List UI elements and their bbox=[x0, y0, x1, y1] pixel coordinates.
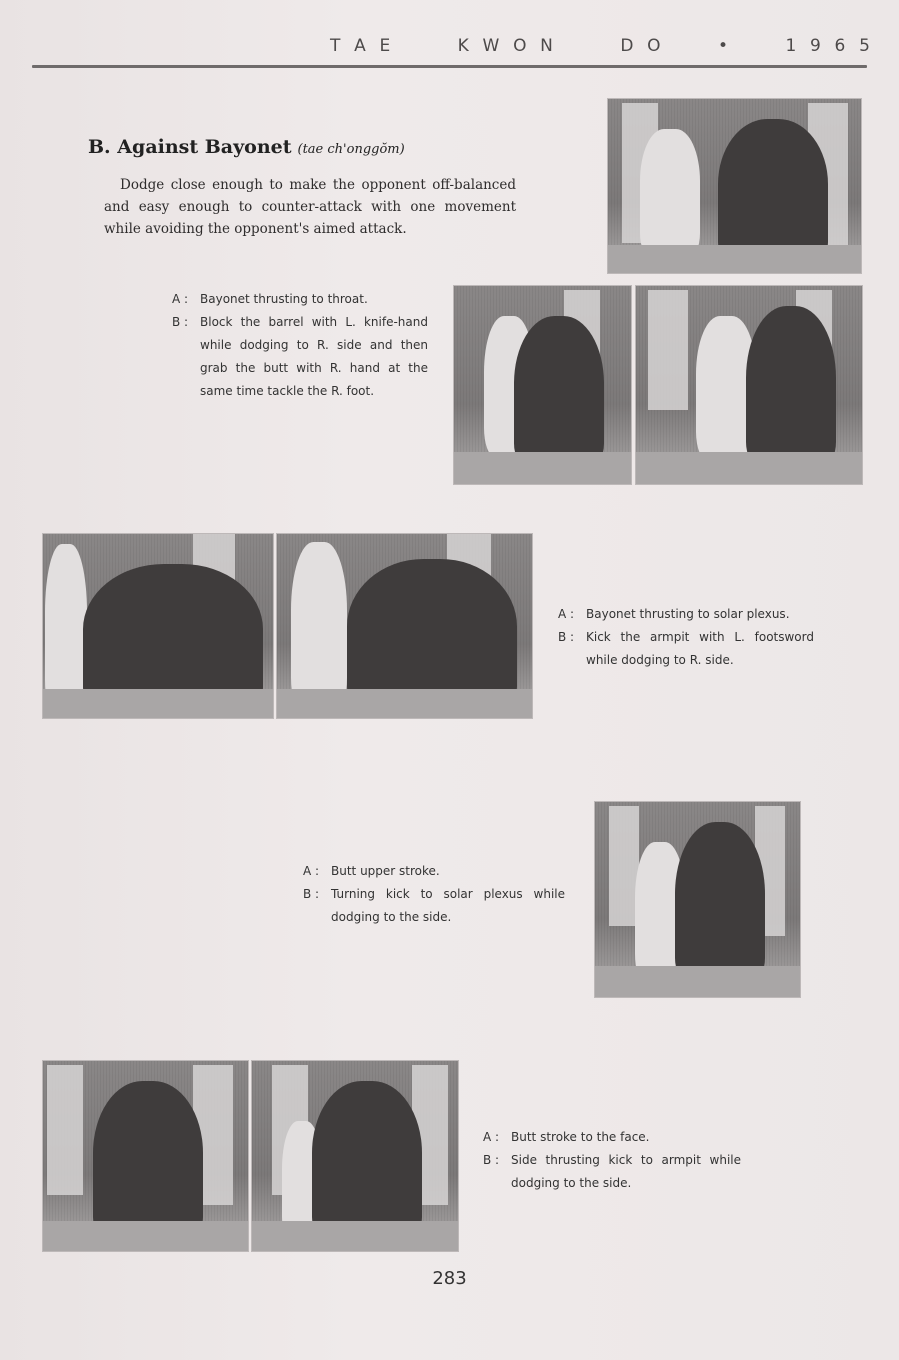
caption-key-a: A : bbox=[558, 607, 575, 621]
photo-intro bbox=[607, 98, 862, 274]
running-head-letter: D bbox=[620, 36, 634, 56]
caption-text-a: Butt stroke to the face. bbox=[511, 1130, 650, 1144]
running-head-letter: A bbox=[354, 36, 366, 56]
photo-4b bbox=[251, 1060, 459, 1252]
caption-text-a: Bayonet thrusting to solar plexus. bbox=[586, 607, 790, 621]
intro-paragraph: Dodge close enough to make the opponent off-balanced and easy enough to counter-attack with one movement while avoiding the opponent's aimed attack. bbox=[104, 177, 516, 237]
caption-text-a: Bayonet thrusting to throat. bbox=[200, 292, 368, 306]
technique-1-caption bbox=[172, 288, 428, 403]
header-rule bbox=[32, 65, 867, 68]
photo-3 bbox=[594, 801, 801, 998]
running-head-bullet: • bbox=[717, 36, 728, 56]
running-head-letter: T bbox=[330, 36, 341, 56]
running-head-letter: E bbox=[379, 36, 391, 56]
running-head-letter: 5 bbox=[859, 36, 870, 56]
section-title-text: B. Against Bayonet bbox=[88, 136, 292, 158]
caption-key-a: A : bbox=[303, 864, 320, 878]
caption-key-b: B : bbox=[172, 315, 189, 329]
photo-2a bbox=[42, 533, 274, 719]
running-head-letter: O bbox=[647, 36, 661, 56]
running-head-letter: O bbox=[513, 36, 527, 56]
caption-key-b: B : bbox=[303, 887, 320, 901]
caption-text-b: Turning kick to solar plexus while dodging to the side. bbox=[331, 887, 565, 924]
running-head-letter: W bbox=[482, 36, 500, 56]
caption-text-b: Kick the armpit with L. footsword while dodging to R. side. bbox=[586, 630, 814, 667]
section-title bbox=[88, 136, 405, 158]
running-head-letter: 1 bbox=[785, 36, 797, 56]
technique-3-caption bbox=[303, 860, 565, 929]
caption-text-b: Side thrusting kick to armpit while dodging to the side. bbox=[511, 1153, 741, 1190]
caption-text-a: Butt upper stroke. bbox=[331, 864, 440, 878]
running-head-letter: 6 bbox=[834, 36, 846, 56]
caption-key-b: B : bbox=[483, 1153, 500, 1167]
section-intro bbox=[104, 174, 516, 240]
caption-key-a: A : bbox=[172, 292, 189, 306]
page-number: 283 bbox=[432, 1268, 467, 1289]
photo-2b bbox=[276, 533, 533, 719]
technique-4-caption bbox=[483, 1126, 741, 1195]
caption-text-b: Block the barrel with L. knife-hand while dodging to R. side and then grab the butt with R. hand at the same time tackle the R. foot. bbox=[200, 315, 428, 398]
photo-4a bbox=[42, 1060, 249, 1252]
running-head-letter: K bbox=[457, 36, 469, 56]
running-head-letter: 9 bbox=[809, 36, 821, 56]
section-romanized-term: (tae ch'onggŏm) bbox=[297, 142, 405, 157]
running-head bbox=[330, 34, 870, 58]
caption-key-b: B : bbox=[558, 630, 575, 644]
photo-1a bbox=[453, 285, 632, 485]
technique-2-caption bbox=[558, 603, 814, 672]
caption-key-a: A : bbox=[483, 1130, 500, 1144]
running-head-letter: N bbox=[540, 36, 553, 56]
photo-1b bbox=[635, 285, 863, 485]
